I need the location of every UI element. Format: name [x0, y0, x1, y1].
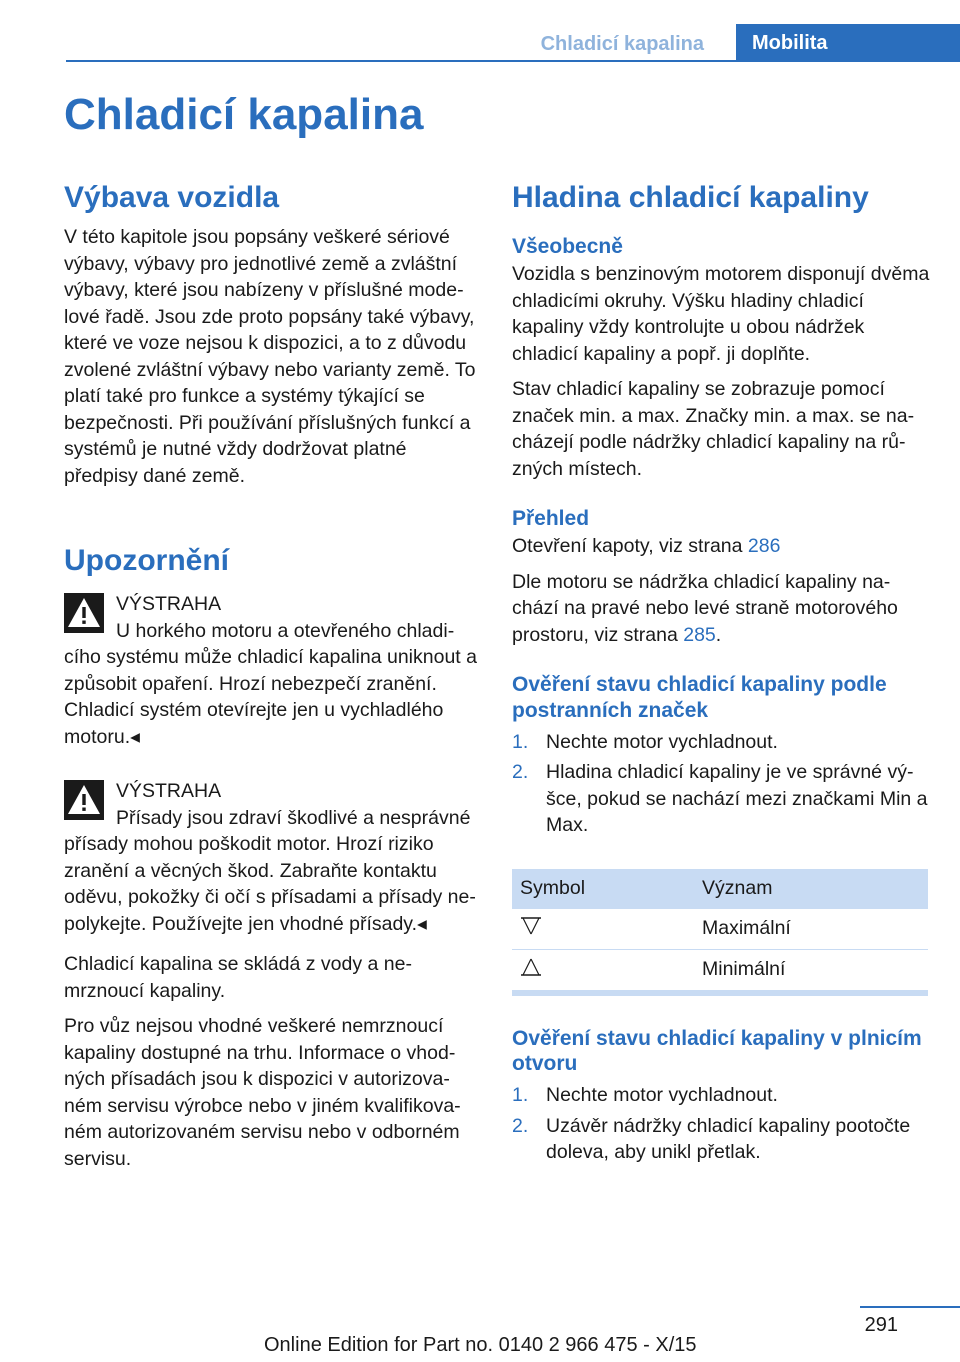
max-mark-icon	[520, 916, 542, 936]
symbol-table	[512, 869, 928, 991]
warning-2-text: Přísady jsou zdraví škodlivé a nesprávné přísady mohou poškodit motor. Hrozí riziko zranění a věcných škod. Zabraňte kontaktu oděvu, pokožky či očí s přísadami a přísady nepolykejte. Používejte jen vhodné přísady.◂	[64, 806, 476, 935]
list-item	[512, 1082, 930, 1109]
prehled-text-1: Otevření kapoty, viz strana	[512, 535, 748, 558]
vseobecne-paragraph-1: Vozidla s benzinovým motorem disponují dvěma chladicími okruhy. Výšku hladiny chladicí kapaliny vždy kontrolujte u obou nádržek chladicí kapaliny a popř. ji doplňte.	[512, 263, 930, 365]
table-row	[512, 949, 928, 990]
step-text: Nechte motor vychladnout.	[546, 730, 778, 753]
column-header-meaning: Význam	[694, 869, 928, 909]
hladina-heading: Hladina chladicí kapaliny	[512, 181, 869, 214]
list-item	[512, 729, 930, 756]
prehled-paragraph-2	[512, 569, 930, 649]
vybava-text: V této kapitole jsou popsány veškeré sériové výbavy, výbavy pro jednotlivé země a zvláštní výbavy, které jsou nabízeny v příslušné modelové řadě. Jsou zde proto popsány také výbavy, které ve voze nejsou k dispozici, a to z důvodu zvolené zvláštní výbavy nebo varianty země. To platí také pro funkce a systémy týkající se bezpečnosti. Při používání příslušných funkcí a systémů je nutné vždy dodržovat platné předpisy dané země.	[64, 226, 476, 487]
warning-1-label: VÝSTRAHA	[116, 593, 222, 615]
page-link-285[interactable]: 285	[683, 623, 716, 646]
meaning-cell: Minimální	[694, 949, 928, 990]
meaning-cell: Maximální	[694, 909, 928, 950]
left-column	[64, 180, 478, 1181]
overeni-postranni-heading: Ověření stavu chladicí kapaliny podle postranních značek	[512, 673, 887, 722]
right-column	[512, 180, 930, 1176]
antifreeze-paragraph: Pro vůz nejsou vhodné veškeré nemrznoucí kapaliny dostupné na trhu. Informace o vhodných přísadách jsou k dispozici v autorizovaném servisu výrobce nebo v jiném kvalifikovaném autorizovaném servisu nebo v odborném servisu.	[64, 1015, 461, 1170]
overeni-postranni-steps	[512, 729, 930, 839]
prehled-paragraph-1	[512, 533, 930, 560]
page-link-286[interactable]: 286	[747, 535, 781, 558]
symbol-cell	[512, 909, 694, 950]
step-text: Uzávěr nádržky chladicí kapaliny pootočte doleva, aby unikl přetlak.	[546, 1114, 911, 1164]
overeni-plnici-steps	[512, 1082, 930, 1166]
step-number: 2.	[512, 761, 529, 784]
prehled-heading: Přehled	[512, 507, 590, 531]
header-rule	[66, 60, 960, 62]
list-item	[512, 759, 930, 839]
table-header-row	[512, 869, 928, 909]
warning-icon	[64, 780, 104, 820]
page-title: Chladicí kapalina	[64, 90, 424, 139]
warning-2-label: VÝSTRAHA	[116, 780, 222, 802]
symbol-cell	[512, 949, 694, 990]
warning-block-1	[64, 587, 478, 750]
header-chapter-tab[interactable]: Mobilita	[736, 24, 960, 62]
table-row	[512, 909, 928, 950]
header-section-title: Chladicí kapalina	[540, 33, 704, 55]
column-header-symbol: Symbol	[512, 869, 694, 909]
vseobecne-heading: Všeobecně	[512, 235, 623, 258]
upozorneni-heading: Upozornění	[64, 544, 229, 577]
overeni-plnici-heading: Ověření stavu chladicí kapaliny v plnicím otvoru	[512, 1026, 922, 1075]
step-number: 2.	[512, 1114, 529, 1137]
list-item	[512, 1113, 930, 1166]
step-text: Hladina chladicí kapaliny je ve správné výšce, pokud se nachází mezi značkami Min a Max.	[546, 761, 928, 837]
footer-rule	[860, 1306, 960, 1308]
warning-1-text: U horkého motoru a otevřeného chladicího systému může chladicí kapalina uniknout a způsobit opaření. Hrozí nebezpečí zranění. Chladicí systém otevírejte jen u vychladlého motoru.◂	[64, 619, 477, 748]
min-mark-icon	[520, 957, 542, 977]
warning-icon	[64, 593, 104, 633]
warning-block-2	[64, 774, 478, 937]
step-text: Nechte motor vychladnout.	[546, 1084, 778, 1107]
vybava-heading: Výbava vozidla	[64, 181, 280, 214]
page-number: 291	[864, 1314, 898, 1336]
step-number: 1.	[512, 730, 529, 753]
step-number: 1.	[512, 1084, 529, 1107]
composition-paragraph: Chladicí kapalina se skládá z vody a nemrznoucí kapaliny.	[64, 953, 412, 1002]
prehled-text-2: Dle motoru se nádržka chladicí kapaliny nachází na pravé nebo levé straně motorového prostoru, viz strana	[512, 570, 898, 646]
edition-note: Online Edition for Part no. 0140 2 966 475 - X/15	[264, 1334, 697, 1356]
vseobecne-paragraph-2: Stav chladicí kapaliny se zobrazuje pomocí značek min. a max. Značky min. a max. se nacházejí podle nádržky chladicí kapaliny na různých místech.	[512, 378, 915, 480]
table-bottom-rule	[512, 991, 928, 996]
prehled-text-end: .	[715, 623, 722, 646]
